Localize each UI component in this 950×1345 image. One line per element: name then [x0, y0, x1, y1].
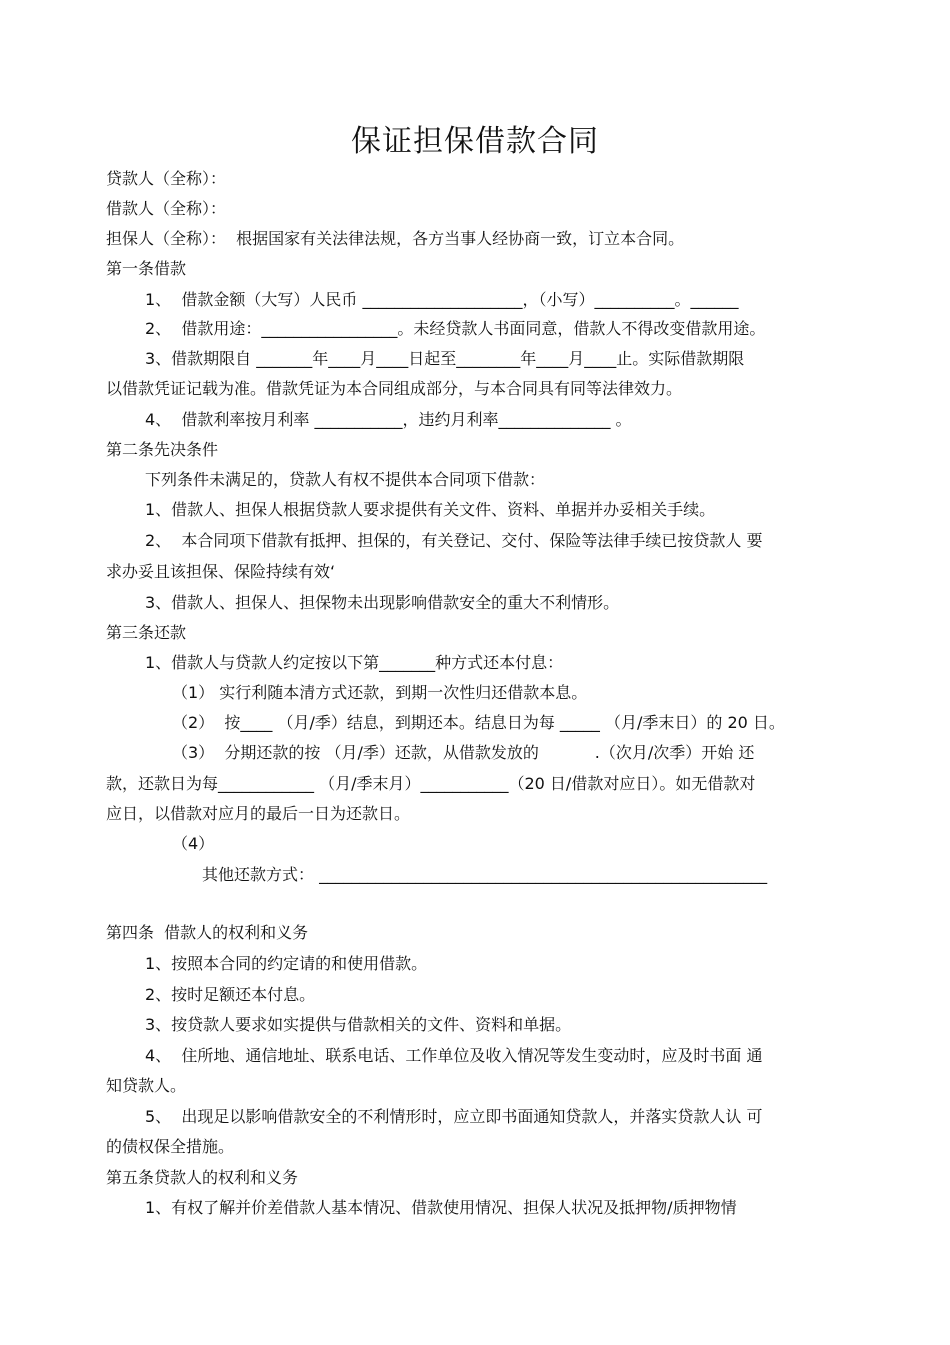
article4-item1: 1、按照本合同的约定请的和使用借款。 — [145, 954, 428, 973]
article3-heading: 第三条还款 — [106, 623, 187, 642]
article2-item2-line2: 求办妥且该担保、保险持续有效‘ — [106, 562, 336, 581]
article3-option3-line2: 款，还款日为每____________ （月/季末月）___________（20 日/借款对应日）。如无借款对 — [106, 774, 756, 793]
article4-heading: 第四条 借款人的权利和义务 — [106, 923, 309, 942]
article4-item5-line2: 的债权保全措施。 — [106, 1137, 235, 1156]
article3-option2: （2） 按____ （月/季）结息，到期还本。结息日为每 _____ （月/季末日）的 20 日。 — [172, 713, 785, 732]
page-title: 保证担保借款合同 — [351, 124, 599, 159]
article2-item3: 3、借款人、担保人、担保物未出现影响借款安全的重大不利情形。 — [145, 593, 620, 612]
article4-item2: 2、按时足额还本付息。 — [145, 985, 316, 1004]
article4-item5-line1: 5、 出现足以影响借款安全的不利情形时，应立即书面通知贷款人，并落实贷款人认 可 — [145, 1107, 763, 1126]
borrower-field-label: 借款人（全称）： — [106, 199, 227, 218]
article4-item4-line1: 4、 住所地、通信地址、联系电话、工作单位及收入情况等发生变动时，应及时书面 通 — [145, 1046, 763, 1065]
article1-item1: 1、 借款金额（大写）人民币 ____________________，（小写）__________。______ — [145, 290, 739, 309]
article5-heading: 第五条贷款人的权利和义务 — [106, 1168, 299, 1187]
article4-item4-line2: 知贷款人。 — [106, 1076, 187, 1095]
article2-item2-line1: 2、 本合同项下借款有抵押、担保的，有关登记、交付、保险等法律手续已按贷款人 要 — [145, 531, 763, 550]
article1-item3-line1: 3、借款期限自 _______年____月____日起至________年____月____止。实际借款期限 — [145, 349, 745, 368]
article3-option4-other: 其他还款方式： ________________________________________________________ — [202, 865, 768, 884]
article2-heading: 第二条先决条件 — [106, 440, 219, 459]
article5-item1: 1、有权了解并价差借款人基本情况、借款使用情况、担保人状况及抵押物/质押物情 — [145, 1198, 737, 1217]
article1-heading: 第一条借款 — [106, 259, 187, 278]
article3-option3-line1: （3） 分期还款的按 （月/季）还款，从借款发放的 .（次月/次季）开始 还 — [172, 743, 755, 762]
article3-option4: （4） — [172, 834, 215, 853]
article2-intro: 下列条件未满足的，贷款人有权不提供本合同项下借款： — [145, 470, 546, 489]
lender-field-label: 贷款人（全称）： — [106, 169, 227, 188]
article3-option3-line3: 应日，以借款对应月的最后一日为还款日。 — [106, 804, 411, 823]
article3-option1: （1） 实行利随本清方式还款，到期一次性归还借款本息。 — [172, 683, 588, 702]
article1-item3-line2: 以借款凭证记载为准。借款凭证为本合同组成部分，与本合同具有同等法律效力。 — [106, 379, 683, 398]
article1-item2: 2、 借款用途：_________________。未经贷款人书面同意，借款人不得改变借款用途。 — [145, 319, 766, 338]
article3-item1: 1、借款人与贷款人约定按以下第_______种方式还本付息： — [145, 653, 564, 672]
article2-item1: 1、借款人、担保人根据贷款人要求提供有关文件、资料、单据并办妥相关手续。 — [145, 500, 716, 519]
article1-item4: 4、 借款利率按月利率 ___________，违约月利率______________ 。 — [145, 410, 632, 429]
guarantor-field-label: 担保人（全称）： 根据国家有关法律法规，各方当事人经协商一致，订立本合同。 — [106, 229, 685, 248]
article4-item3: 3、按贷款人要求如实提供与借款相关的文件、资料和单据。 — [145, 1015, 572, 1034]
